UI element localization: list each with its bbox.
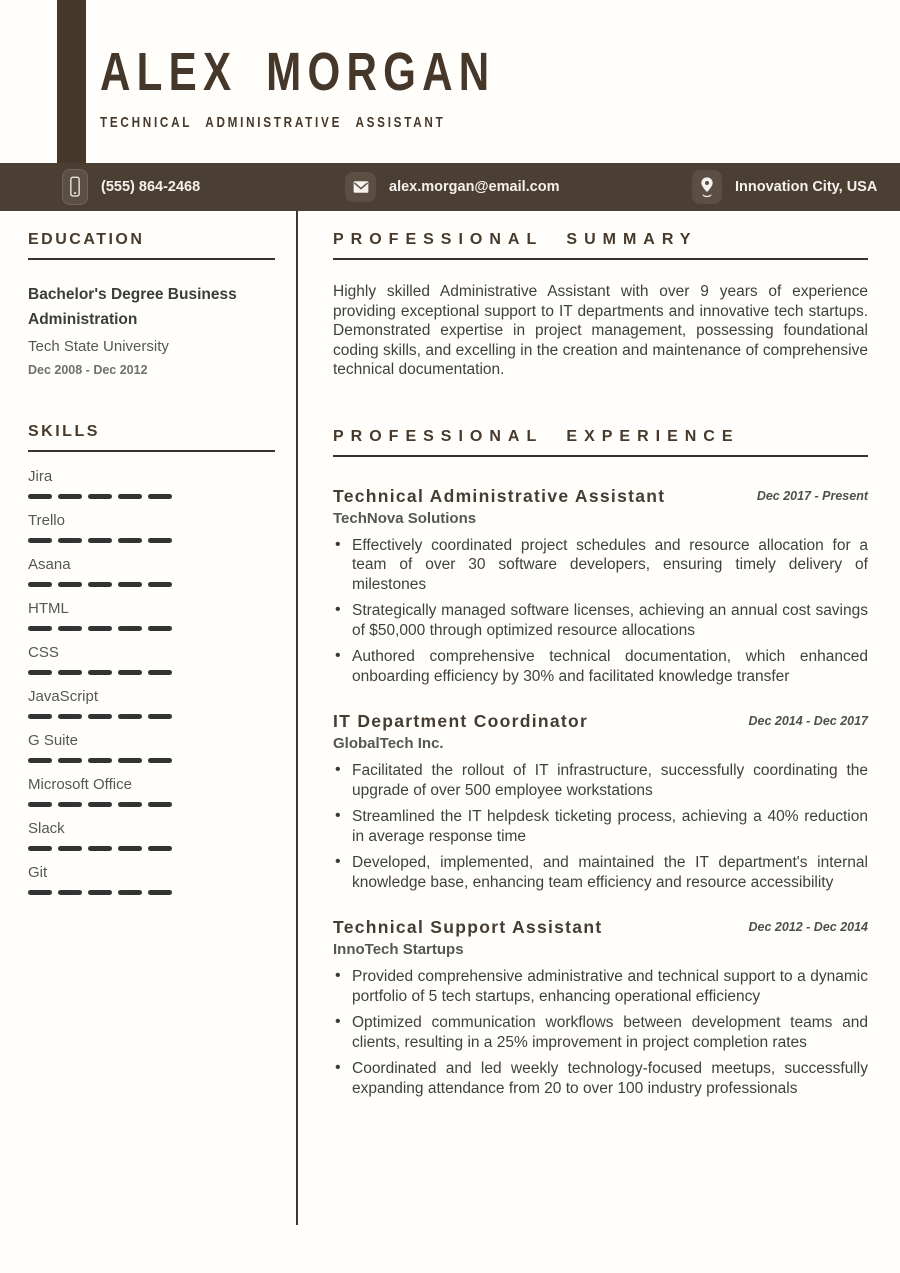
skills-heading: SKILLS — [28, 423, 275, 452]
skill-level-dash — [148, 802, 172, 807]
education-degree: Bachelor's Degree Business Administration — [28, 286, 237, 328]
education-heading: EDUCATION — [28, 231, 275, 260]
skill-item — [28, 864, 275, 895]
contact-email — [345, 163, 559, 211]
skill-level-dash — [28, 670, 52, 675]
skill-name: Asana — [28, 556, 71, 573]
skill-level-bar — [28, 890, 275, 895]
skill-item — [28, 556, 275, 587]
skill-level-dash — [58, 802, 82, 807]
content — [0, 163, 900, 1225]
skill-level-dash — [148, 538, 172, 543]
skill-level-dash — [28, 626, 52, 631]
skill-item — [28, 468, 275, 499]
job-header — [333, 710, 868, 752]
skill-level-dash — [28, 582, 52, 587]
skill-level-dash — [88, 802, 112, 807]
contact-location — [692, 163, 877, 211]
education-dates: Dec 2008 - Dec 2012 — [28, 363, 148, 377]
job-bullets — [333, 967, 868, 1098]
skill-level-dash — [28, 846, 52, 851]
skill-level-dash — [28, 758, 52, 763]
skill-level-dash — [58, 626, 82, 631]
job-bullets — [333, 761, 868, 892]
person-title: TECHNICAL ADMINISTRATIVE ASSISTANT — [100, 113, 446, 131]
job-bullet: • Facilitated the rollout of IT infrastructure, successfully coordinating the upgrade of over 500 employee workstations — [333, 761, 868, 800]
job-dates: Dec 2017 - Present — [756, 488, 868, 503]
skill-level-dash — [148, 582, 172, 587]
skill-level-dash — [148, 626, 172, 631]
skill-name: Jira — [28, 468, 53, 485]
job-title: IT Department Coordinator — [333, 711, 589, 731]
job-title: Technical Support Assistant — [333, 917, 603, 937]
education-school: Tech State University — [28, 338, 169, 355]
skills-list — [28, 468, 275, 895]
skill-level-bar — [28, 802, 275, 807]
job-bullet: • Optimized communication workflows between development teams and clients, resulting in a 25% improvement in project completion rates — [333, 1013, 868, 1052]
skill-level-dash — [148, 890, 172, 895]
header — [0, 0, 900, 163]
job-dates: Dec 2012 - Dec 2014 — [748, 920, 868, 934]
header-inner — [100, 44, 899, 131]
location-icon — [692, 170, 722, 204]
experience-section — [333, 428, 868, 1099]
job-entry — [333, 710, 868, 892]
skill-level-dash — [148, 846, 172, 851]
skill-level-dash — [148, 494, 172, 499]
skill-level-bar — [28, 582, 275, 587]
job-entry — [333, 485, 868, 687]
contact-phone-text: (555) 864-2468 — [101, 179, 201, 195]
skill-level-dash — [88, 538, 112, 543]
skill-level-dash — [118, 802, 142, 807]
skills-section — [28, 423, 275, 895]
phone-icon — [62, 169, 88, 205]
skill-level-dash — [88, 494, 112, 499]
skill-name: G Suite — [28, 732, 79, 749]
skill-level-bar — [28, 494, 275, 499]
skill-item — [28, 820, 275, 851]
summary-text: Highly skilled Administrative Assistant with over 9 years of experience providing exceptional support to IT departments and innovative tech startups. Demonstrated expertise in project management, possessing foundational coding skills, and excelling in the creation and maintenance of comprehensive technical documentation. — [333, 283, 868, 378]
experience-heading: PROFESSIONAL EXPERIENCE — [333, 428, 868, 457]
skill-level-dash — [28, 538, 52, 543]
skill-level-dash — [58, 758, 82, 763]
jobs-list — [333, 485, 868, 1099]
skill-level-dash — [58, 670, 82, 675]
skill-level-dash — [148, 758, 172, 763]
skill-item — [28, 688, 275, 719]
skill-level-dash — [118, 582, 142, 587]
skill-level-dash — [118, 494, 142, 499]
skill-level-dash — [58, 582, 82, 587]
skill-level-dash — [28, 802, 52, 807]
skill-level-dash — [28, 714, 52, 719]
skill-name: Slack — [28, 820, 65, 837]
skill-level-dash — [58, 538, 82, 543]
skill-level-dash — [88, 582, 112, 587]
skill-level-dash — [118, 670, 142, 675]
skill-level-dash — [88, 670, 112, 675]
contact-location-text: Innovation City, USA — [735, 179, 878, 195]
job-bullet: • Effectively coordinated project schedules and resource allocation for a team of over 30 software developers, ensuring timely delivery of milestones — [333, 536, 868, 595]
skill-level-dash — [88, 846, 112, 851]
skill-item — [28, 512, 275, 543]
job-header — [333, 485, 868, 527]
job-bullet: • Coordinated and led weekly technology-focused meetups, successfully expanding attendance from 20 to over 100 industry professionals — [333, 1059, 868, 1098]
skill-name: HTML — [28, 600, 69, 617]
main-column — [298, 163, 900, 1225]
job-company: InnoTech Startups — [333, 941, 464, 958]
skill-name: CSS — [28, 644, 59, 661]
skill-level-bar — [28, 846, 275, 851]
skill-level-dash — [118, 758, 142, 763]
contact-email-text: alex.morgan@email.com — [389, 179, 560, 195]
job-dates: Dec 2014 - Dec 2017 — [748, 714, 868, 728]
skill-level-dash — [118, 714, 142, 719]
skill-level-dash — [118, 846, 142, 851]
job-entry — [333, 916, 868, 1098]
skill-level-dash — [148, 670, 172, 675]
skill-level-dash — [58, 714, 82, 719]
sidebar — [0, 163, 298, 1225]
skill-level-bar — [28, 538, 275, 543]
job-bullet: • Streamlined the IT helpdesk ticketing process, achieving a 40% reduction in average response time — [333, 807, 868, 846]
skill-level-bar — [28, 758, 275, 763]
skill-item — [28, 644, 275, 675]
skill-level-dash — [28, 494, 52, 499]
job-bullet: • Strategically managed software licenses, achieving an annual cost savings of $50,000 through optimized resource allocations — [333, 601, 868, 640]
skill-name: Trello — [28, 512, 65, 529]
skill-name: Git — [28, 864, 48, 881]
accent-bar — [57, 0, 86, 166]
skill-item — [28, 732, 275, 763]
skill-level-dash — [118, 626, 142, 631]
skill-level-dash — [58, 846, 82, 851]
skill-level-bar — [28, 670, 275, 675]
skill-level-dash — [58, 494, 82, 499]
job-bullet: • Provided comprehensive administrative and technical support to a dynamic portfolio of 5 tech startups, enhancing operational efficiency — [333, 967, 868, 1006]
skill-level-dash — [118, 890, 142, 895]
summary-section — [333, 231, 868, 380]
contact-phone — [62, 163, 200, 211]
summary-heading: PROFESSIONAL SUMMARY — [333, 231, 868, 260]
job-title: Technical Administrative Assistant — [333, 485, 666, 506]
contact-bar — [0, 163, 900, 211]
person-name: ALEX MORGAN — [100, 42, 496, 102]
job-company: TechNova Solutions — [333, 509, 477, 527]
skill-level-dash — [28, 890, 52, 895]
skill-level-bar — [28, 714, 275, 719]
skill-level-dash — [88, 714, 112, 719]
skill-level-dash — [148, 714, 172, 719]
skill-item — [28, 600, 275, 631]
email-icon — [345, 172, 376, 202]
skill-level-dash — [88, 626, 112, 631]
skill-level-dash — [88, 890, 112, 895]
education-entry — [28, 282, 275, 377]
job-bullet: • Developed, implemented, and maintained the IT department's internal knowledge base, enhancing team efficiency and resource accessibility — [333, 853, 868, 892]
skill-level-dash — [118, 538, 142, 543]
job-company: GlobalTech Inc. — [333, 735, 444, 752]
skill-name: Microsoft Office — [28, 776, 132, 793]
education-section — [28, 231, 275, 377]
job-bullet: • Authored comprehensive technical documentation, which enhanced onboarding efficiency by 30% and facilitated knowledge transfer — [333, 647, 868, 686]
job-header — [333, 916, 868, 958]
skill-level-dash — [58, 890, 82, 895]
job-bullets — [333, 536, 868, 687]
skill-level-dash — [88, 758, 112, 763]
skill-name: JavaScript — [28, 688, 99, 705]
skill-level-bar — [28, 626, 275, 631]
skill-item — [28, 776, 275, 807]
